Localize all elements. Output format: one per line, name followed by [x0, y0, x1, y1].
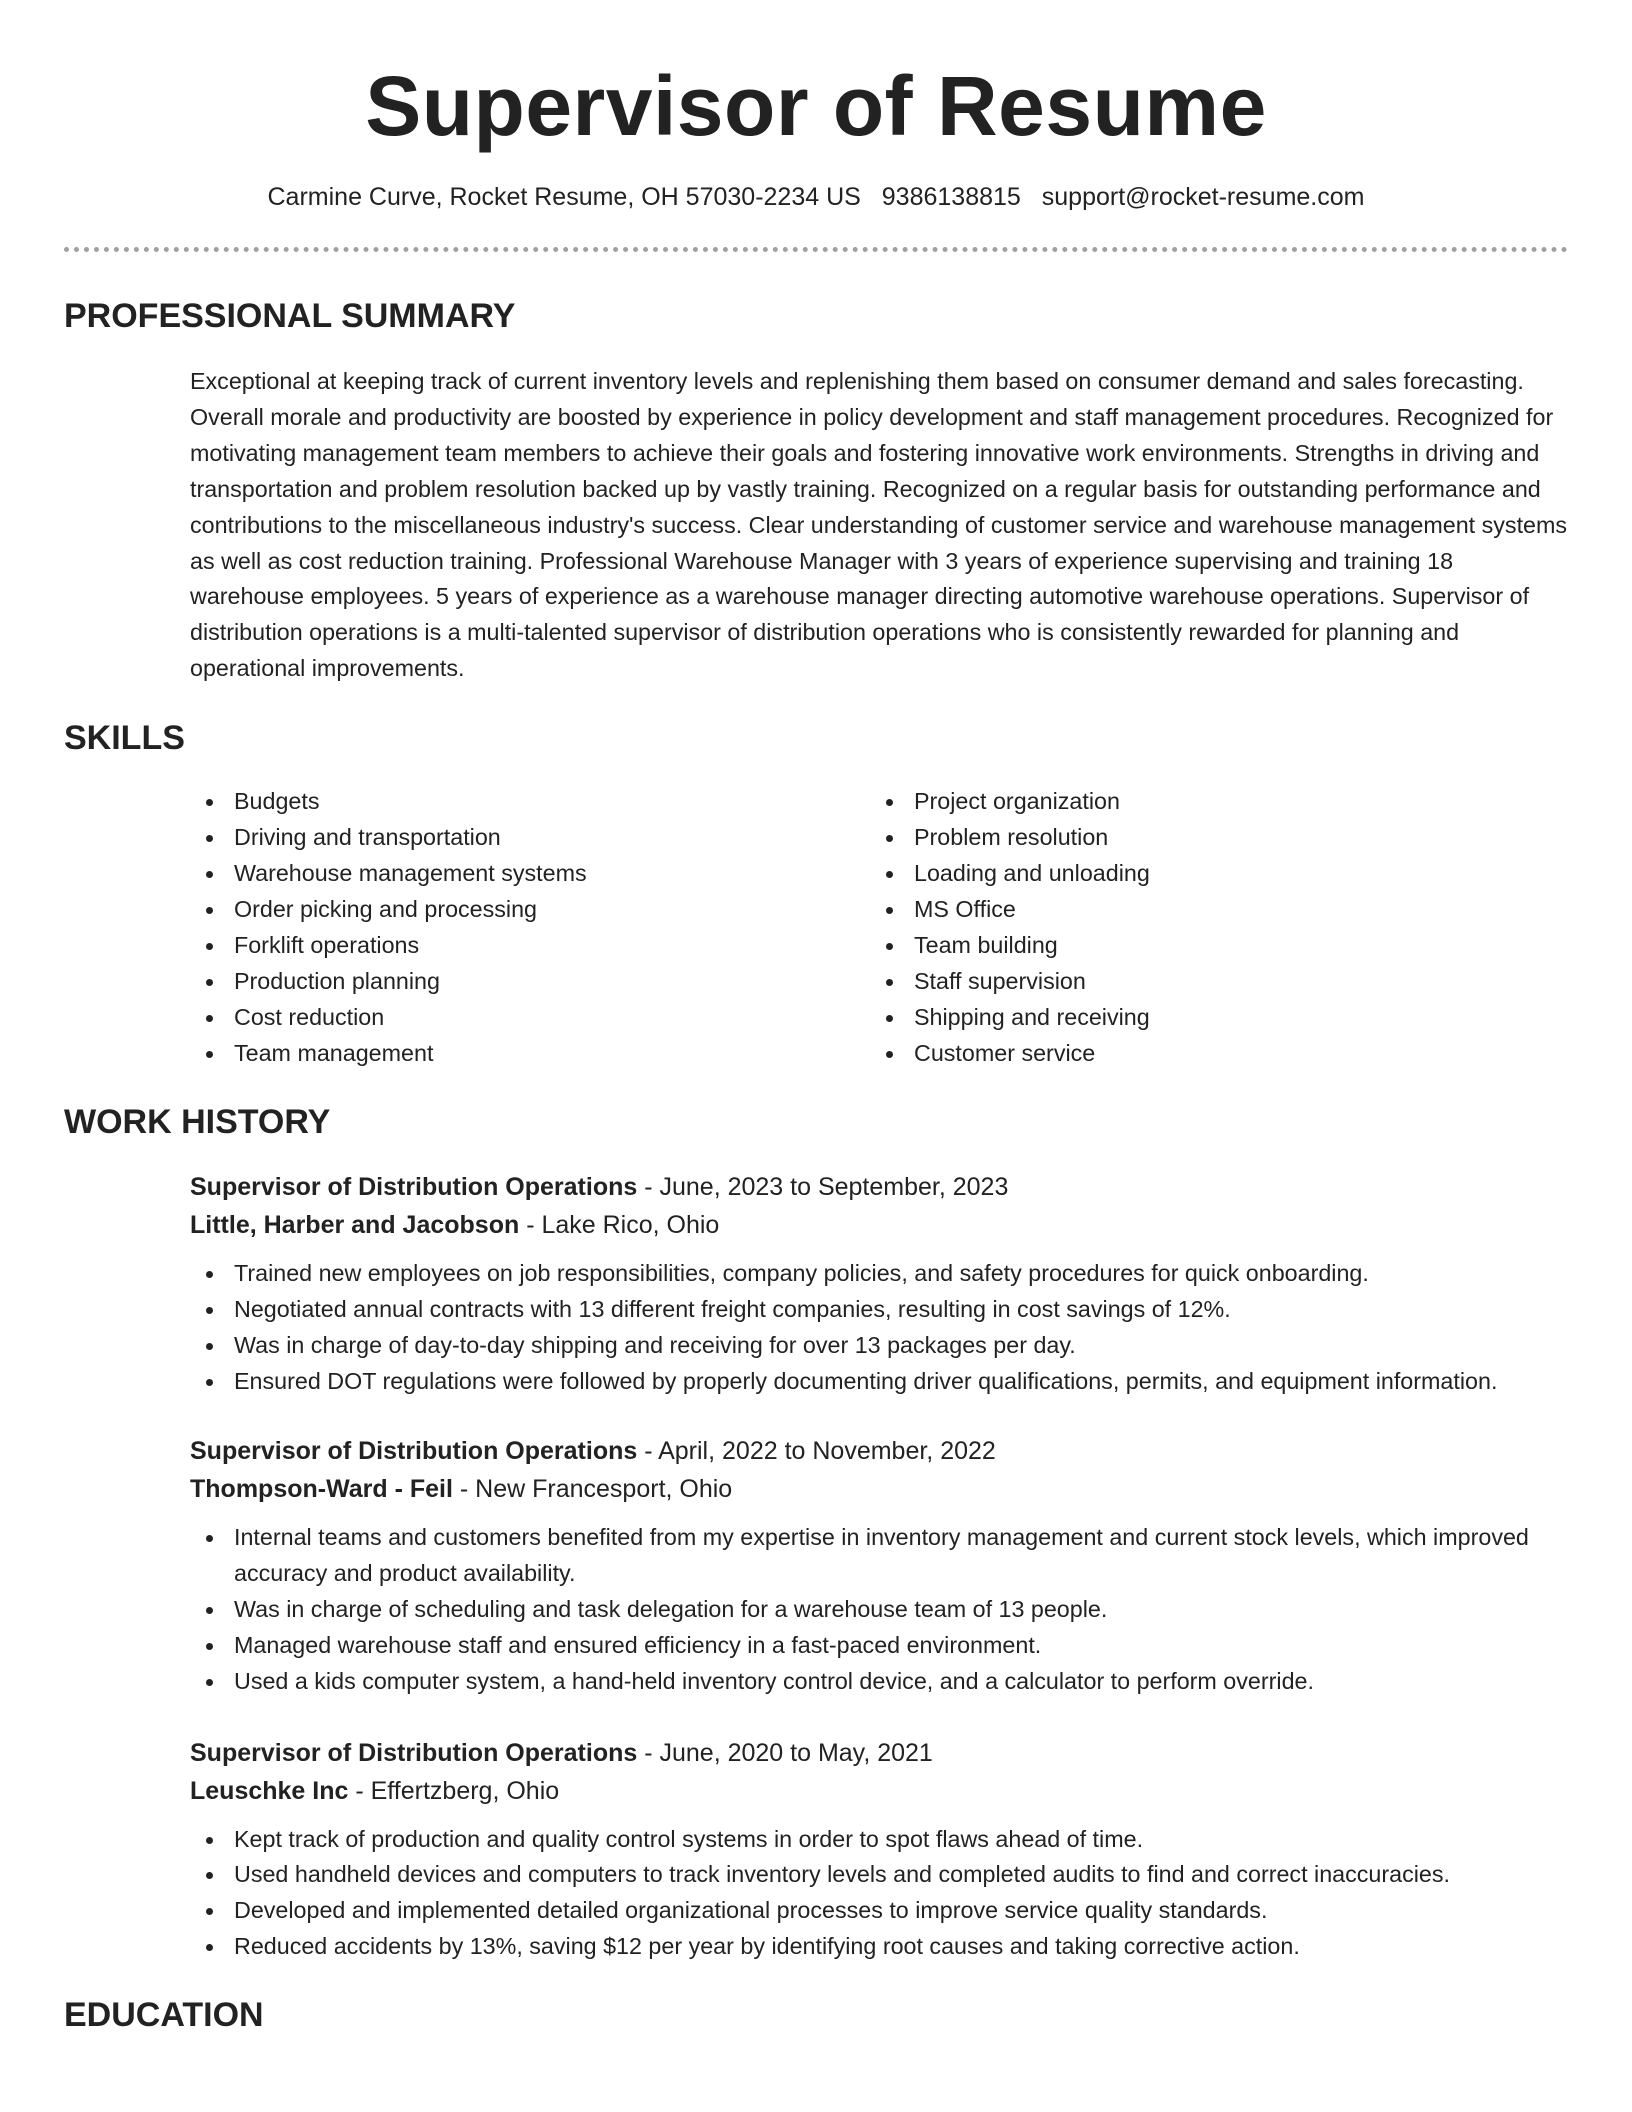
job-role-line — [190, 1734, 1568, 1772]
skill-item: Project organization — [870, 784, 1550, 820]
job-bullet: Was in charge of day-to-day shipping and receiving for over 13 packages per day. — [190, 1328, 1550, 1364]
job-role: Supervisor of Distribution Operations — [190, 1738, 638, 1767]
job-bullet: Used a kids computer system, a hand-held inventory control device, and a calculator to perform override. — [190, 1664, 1550, 1700]
job-company-line — [190, 1470, 1568, 1508]
job-role: Supervisor of Distribution Operations — [190, 1437, 638, 1466]
job-entry-2 — [190, 1432, 1568, 1700]
job-bullets — [190, 1520, 1550, 1700]
job-company-line — [190, 1772, 1568, 1810]
job-dates: - June, 2023 to September, 2023 — [637, 1173, 1009, 1202]
skills-list — [190, 784, 1568, 1071]
job-bullet: Managed warehouse staff and ensured efficiency in a fast-paced environment. — [190, 1628, 1550, 1664]
job-bullet: Ensured DOT regulations were followed by properly documenting driver qualifications, permits, and equipment information. — [190, 1364, 1550, 1400]
job-location: - Lake Rico, Ohio — [519, 1211, 720, 1240]
skills-column-left — [190, 784, 870, 1071]
job-entry-3 — [190, 1734, 1568, 1966]
education-heading: EDUCATION — [64, 1996, 264, 2035]
skill-item: Production planning — [190, 964, 870, 1000]
job-entry-1 — [190, 1168, 1568, 1400]
skill-item: Cost reduction — [190, 1000, 870, 1036]
skill-item: MS Office — [870, 892, 1550, 928]
contact-email: support@rocket-resume.com — [1041, 183, 1365, 211]
resume-name: Supervisor of Resume — [365, 59, 1267, 153]
job-role-line — [190, 1432, 1568, 1470]
header-divider — [64, 247, 1568, 252]
skill-item: Staff supervision — [870, 964, 1550, 1000]
job-dates: - April, 2022 to November, 2022 — [637, 1437, 996, 1466]
job-bullet: Negotiated annual contracts with 13 different freight companies, resulting in cost savings of 12%. — [190, 1292, 1550, 1328]
skills-heading: SKILLS — [64, 719, 185, 758]
job-bullets — [190, 1822, 1550, 1966]
skill-item: Problem resolution — [870, 820, 1550, 856]
skill-item: Warehouse management systems — [190, 856, 870, 892]
job-location: - Effertzberg, Ohio — [348, 1776, 560, 1805]
skill-item: Driving and transportation — [190, 820, 870, 856]
skills-column-right — [870, 784, 1550, 1071]
job-company: Leuschke Inc — [190, 1776, 349, 1805]
skill-item: Budgets — [190, 784, 870, 820]
skill-item: Loading and unloading — [870, 856, 1550, 892]
skill-item: Customer service — [870, 1036, 1550, 1072]
job-company: Thompson-Ward - Feil — [190, 1475, 453, 1504]
summary-heading: PROFESSIONAL SUMMARY — [64, 297, 516, 335]
job-bullet: Internal teams and customers benefited from my expertise in inventory management and current stock levels, which improved accuracy and product availability. — [190, 1520, 1550, 1592]
skill-item: Forklift operations — [190, 928, 870, 964]
skill-item: Team building — [870, 928, 1550, 964]
contact-address: Carmine Curve, Rocket Resume, OH 57030-2234 US — [267, 183, 861, 211]
job-company-line — [190, 1206, 1568, 1244]
job-bullet: Trained new employees on job responsibilities, company policies, and safety procedures for quick onboarding. — [190, 1256, 1550, 1292]
job-bullet: Developed and implemented detailed organizational processes to improve service quality standards. — [190, 1893, 1550, 1929]
job-bullet: Reduced accidents by 13%, saving $12 per year by identifying root causes and taking corrective action. — [190, 1929, 1550, 1965]
contact-line — [64, 181, 1568, 213]
job-company: Little, Harber and Jacobson — [190, 1211, 520, 1240]
job-role: Supervisor of Distribution Operations — [190, 1173, 638, 1202]
job-bullets — [190, 1256, 1550, 1400]
skill-item: Order picking and processing — [190, 892, 870, 928]
work-history-heading: WORK HISTORY — [64, 1103, 331, 1142]
skill-item: Team management — [190, 1036, 870, 1072]
summary-text: Exceptional at keeping track of current inventory levels and replenishing them based on consumer demand and sales forecasting. Overall morale and productivity are boosted by experience in policy development and staff management procedures. Recognized for motivating management team members to achieve their goals and fostering innovative work environments. Strengths in driving and transportation and problem resolution backed up by vastly training. Recognized on a regular basis for outstanding performance and contributions to the miscellaneous industry's success. Clear understanding of customer service and warehouse management systems as well as cost reduction training. Professional Warehouse Manager with 3 years of experience supervising and training 18 warehouse employees. 5 years of experience as a warehouse manager directing automotive warehouse operations. Supervisor of distribution operations is a multi-talented supervisor of distribution operations who is consistently rewarded for planning and operational improvements. — [190, 368, 1568, 682]
contact-phone: 9386138815 — [881, 183, 1021, 211]
job-dates: - June, 2020 to May, 2021 — [637, 1738, 933, 1767]
job-role-line — [190, 1168, 1568, 1206]
job-bullet: Used handheld devices and computers to track inventory levels and completed audits to find and correct inaccuracies. — [190, 1857, 1550, 1893]
job-location: - New Francesport, Ohio — [452, 1475, 733, 1504]
job-bullet: Was in charge of scheduling and task delegation for a warehouse team of 13 people. — [190, 1592, 1550, 1628]
skill-item: Shipping and receiving — [870, 1000, 1550, 1036]
job-bullet: Kept track of production and quality control systems in order to spot flaws ahead of time. — [190, 1822, 1550, 1858]
